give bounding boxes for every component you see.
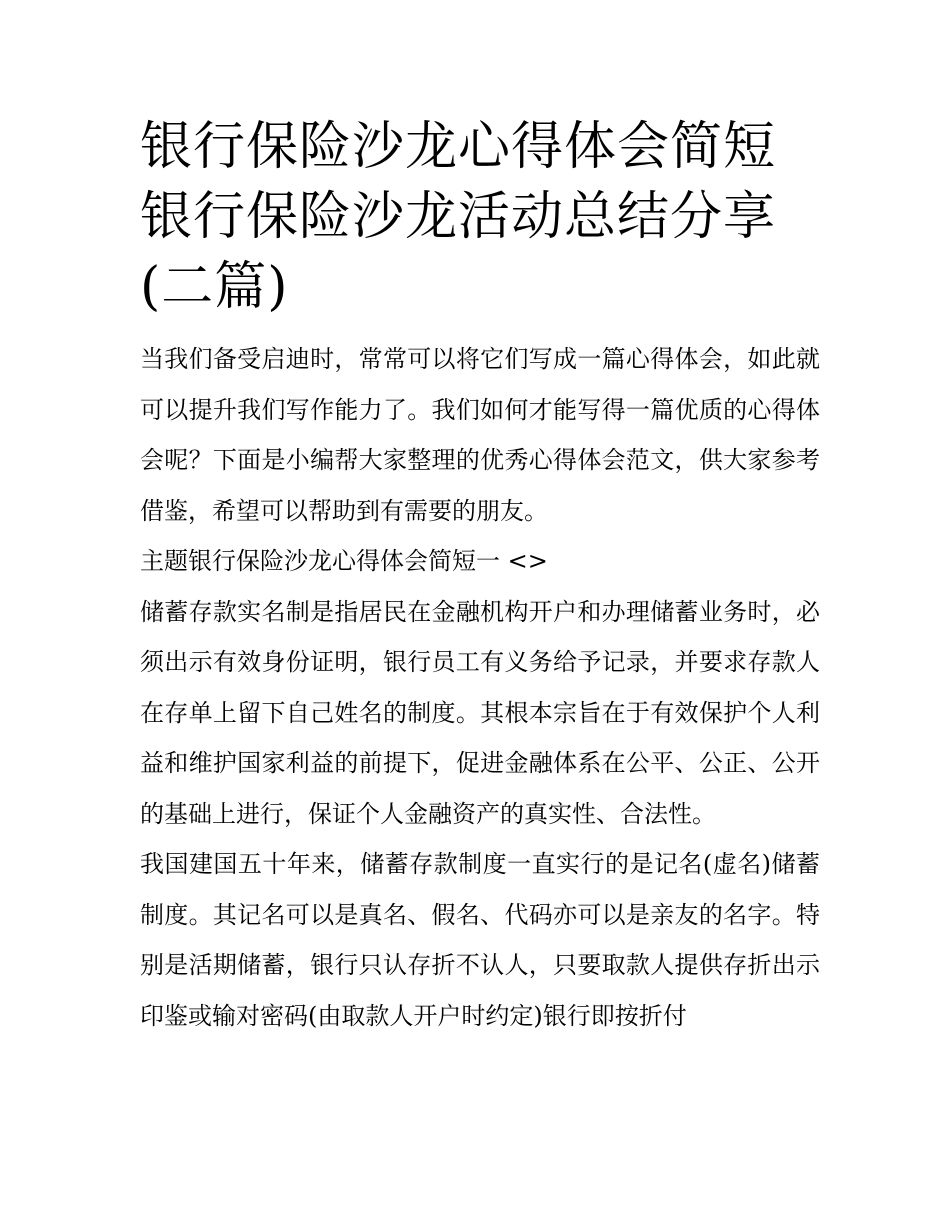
section-heading: 主题银行保险沙龙心得体会简短一 <> bbox=[140, 547, 548, 575]
body-paragraph: 我国建国五十年来，储蓄存款制度一直实行的是记名(虚名)储蓄制度。其记名可以是真名、假名、代码亦可以是亲友的名字。特别是活期储蓄，银行只认存折不认人，只要取款人提供存折出示印鉴或输对密码(由取款人开户时约定)银行即按折付 bbox=[140, 850, 820, 1030]
body-paragraph: 储蓄存款实名制是指居民在金融机构开户和办理储蓄业务时，必须出示有效身份证明，银行员工有义务给予记录，并要求存款人在存单上留下自己姓名的制度。其根本宗旨在于有效保护个人利益和维护国家利益的前提下，促进金融体系在公平、公正、公开的基础上进行，保证个人金融资产的真实性、合法性。 bbox=[140, 597, 820, 828]
document-title: 银行保险沙龙心得体会简短 银行保险沙龙活动总结分享(二篇) bbox=[140, 117, 777, 317]
intro-paragraph: 当我们备受启迪时，常常可以将它们写成一篇心得体会，如此就可以提升我们写作能力了。我们如何才能写得一篇优质的心得体会呢？下面是小编帮大家整理的优秀心得体会范文，供大家参考借鉴，希望可以帮助到有需要的朋友。 bbox=[140, 345, 820, 525]
document-body bbox=[140, 112, 820, 1041]
